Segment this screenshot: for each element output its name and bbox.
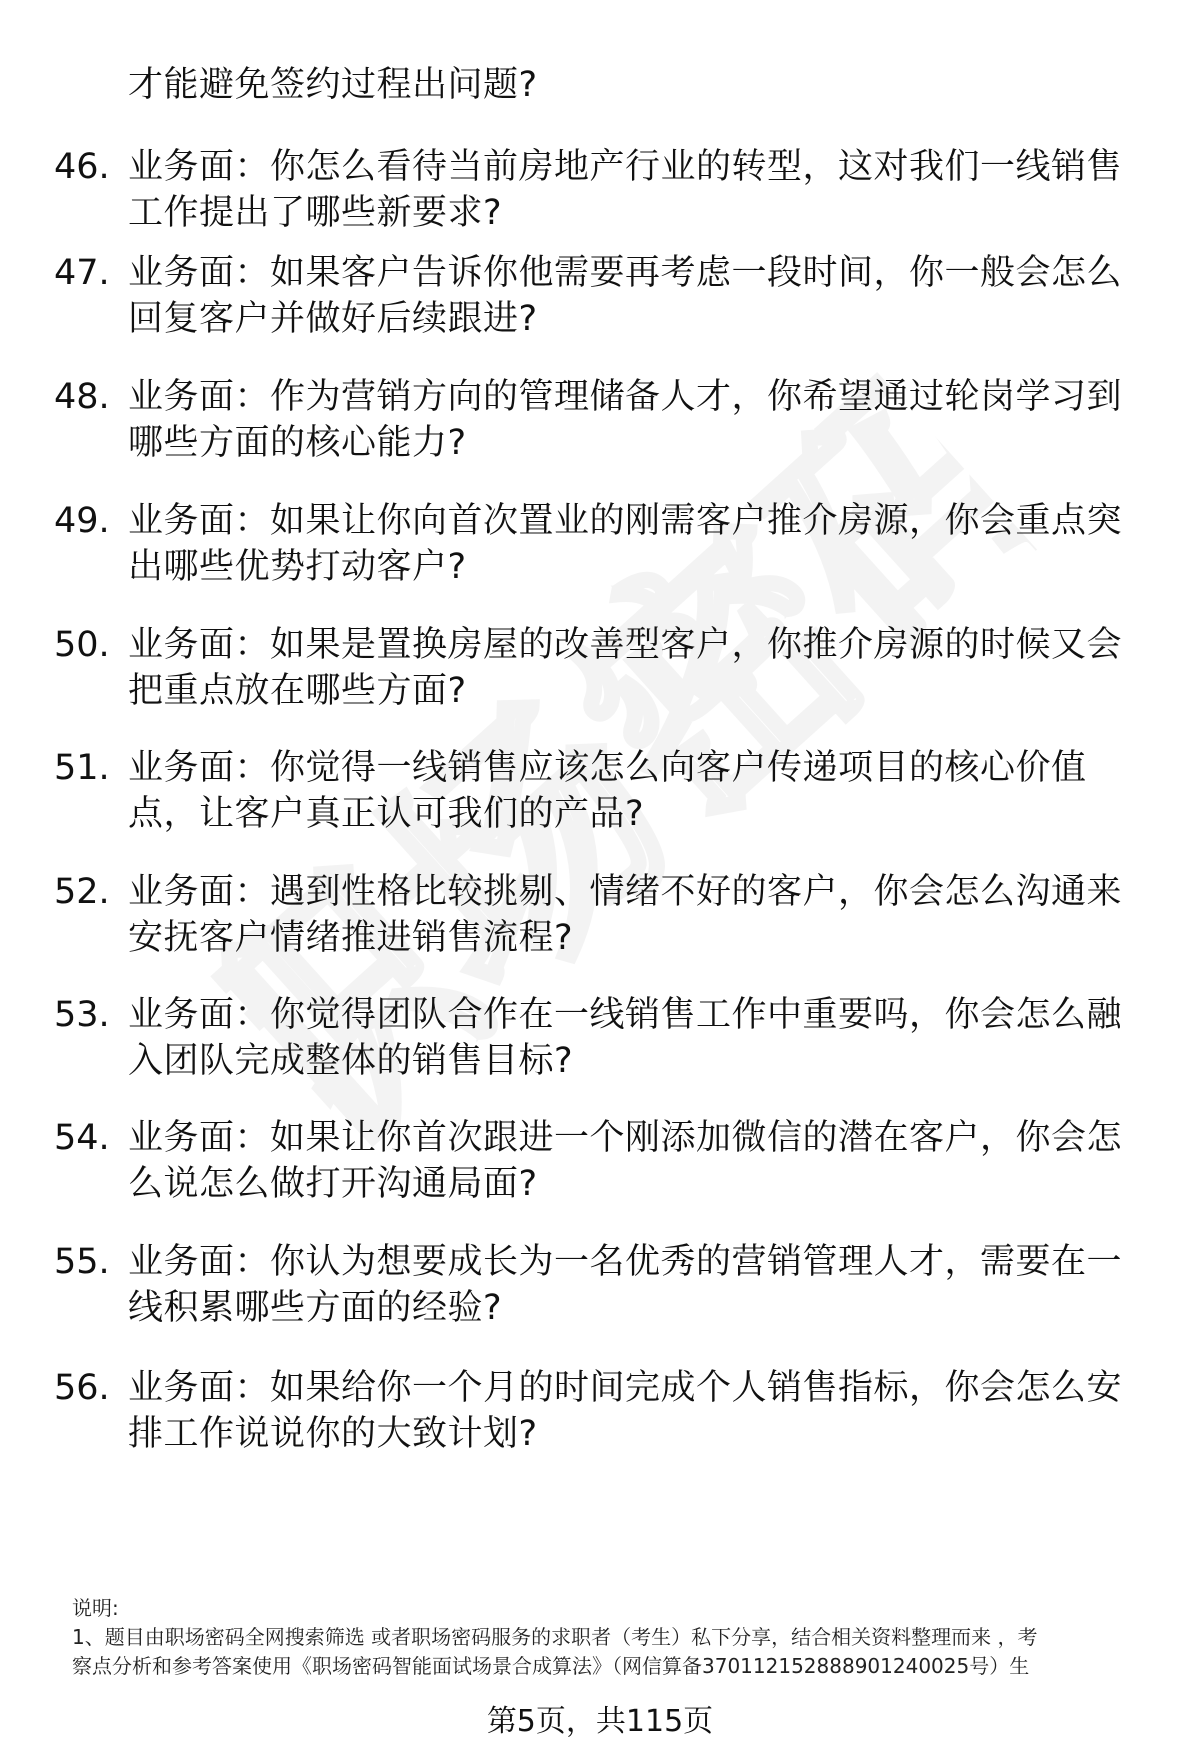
question-text: 业务面：如果客户告诉你他需要再考虑一段时间，你一般会怎么回复客户并做好后续跟进?: [128, 253, 1123, 339]
question-text: 业务面：作为营销方向的管理储备人才，你希望通过轮岗学习到哪些方面的核心能力?: [128, 377, 1123, 463]
question-text: 业务面：你觉得一线销售应该怎么向客户传递项目的核心价值点，让客户真正认可我们的产品?: [128, 748, 1087, 834]
question-number: 47.: [54, 253, 110, 293]
question-number: 53.: [54, 995, 110, 1035]
question-number: 55.: [54, 1242, 110, 1282]
question-text: 业务面：如果是置换房屋的改善型客户，你推介房源的时候又会把重点放在哪些方面?: [128, 625, 1123, 711]
question-number: 48.: [54, 377, 110, 417]
question-number: 46.: [54, 147, 110, 187]
question-text: 业务面：如果让你首次跟进一个刚添加微信的潜在客户，你会怎么说怎么做打开沟通局面?: [128, 1118, 1123, 1204]
question-number: 49.: [54, 501, 110, 541]
question-text: 业务面：如果让你向首次置业的刚需客户推介房源，你会重点突出哪些优势打动客户?: [128, 501, 1123, 587]
question-text: 业务面：遇到性格比较挑剔、情绪不好的客户，你会怎么沟通来安抚客户情绪推进销售流程?: [128, 872, 1123, 958]
notes-heading: 说明:: [72, 1596, 119, 1620]
question-text: 业务面：如果给你一个月的时间完成个人销售指标，你会怎么安排工作说说你的大致计划?: [128, 1368, 1123, 1454]
question-number: 54.: [54, 1118, 110, 1158]
question-text: 业务面：你认为想要成长为一名优秀的营销管理人才，需要在一线积累哪些方面的经验?: [128, 1242, 1123, 1328]
question-text: 业务面：你怎么看待当前房地产行业的转型，这对我们一线销售工作提出了哪些新要求?: [128, 147, 1123, 233]
question-number: 56.: [54, 1368, 110, 1408]
question-number: 50.: [54, 625, 110, 665]
question-number: 52.: [54, 872, 110, 912]
question-text: 业务面：你觉得团队合作在一线销售工作中重要吗，你会怎么融入团队完成整体的销售目标?: [128, 995, 1123, 1081]
notes-section: [72, 1594, 1162, 1681]
notes-line: 1、题目由职场密码全网搜索筛选 或者职场密码服务的求职者（考生）私下分享，结合相关资料整理而来 ，考: [72, 1625, 1038, 1649]
page-number: 第5页，共115页: [486, 1704, 714, 1739]
question-number: 51.: [54, 748, 110, 788]
question-continued-text: 才能避免签约过程出问题?: [128, 65, 538, 105]
notes-line: 察点分析和参考答案使用《职场密码智能面试场景合成算法》（网信算备370112152888901240025号）生: [72, 1654, 1030, 1678]
